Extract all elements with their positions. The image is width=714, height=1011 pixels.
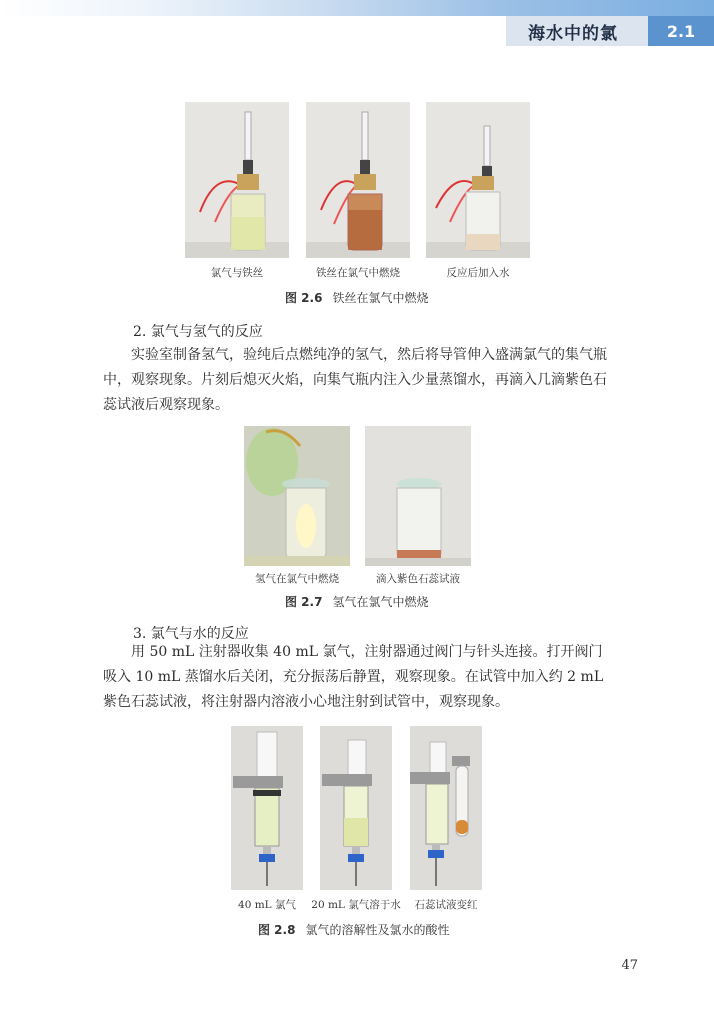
section-title: 海水中的氯 [506, 16, 648, 46]
section3-heading: 3. 氯气与水的反应 [133, 626, 249, 642]
photo-litmus-turns-red [410, 726, 482, 890]
fig27-caption-1: 氢气在氯气中燃烧 [255, 573, 339, 585]
fig28-caption-1: 40 mL 氯气 [238, 899, 296, 911]
fig28-caption-2: 20 mL 氯气溶于水 [311, 899, 401, 911]
fig26-caption-2: 铁丝在氯气中燃烧 [316, 267, 400, 279]
section3-paragraph: 用 50 mL 注射器收集 40 mL 氯气，注射器通过阀门与针头连接。打开阀门吸入 10 mL 蒸馏水后关闭，充分振荡后静置，观察现象。在试管中加入约 2 mL 紫色石蕊试液，将注射器内溶液小心地注射到试管中，观察现象。 [103, 644, 604, 710]
fig27-title [285, 593, 428, 610]
fig26-title [285, 289, 428, 306]
photo-syringe-40ml-chlorine [231, 726, 303, 890]
photo-chlorine-dissolved-in-water [320, 726, 392, 890]
fig27-title-text: 氢气在氯气中燃烧 [332, 595, 429, 609]
section-number: 2.1 [648, 16, 714, 46]
fig26-caption-1: 氯气与铁丝 [210, 267, 264, 279]
photo-water-added-after-reaction [426, 102, 530, 258]
page-number: 47 [621, 958, 638, 973]
fig26-caption-3: 反应后加入水 [446, 267, 510, 279]
fig28-title [258, 921, 449, 938]
fig26-title-text: 铁丝在氯气中燃烧 [332, 291, 429, 305]
fig28-caption-3: 石蕊试液变红 [414, 899, 478, 911]
photo-hydrogen-burning-in-chlorine [244, 426, 350, 566]
fig27-number: 图 2.7 [285, 595, 323, 609]
photo-iron-burning-in-chlorine [306, 102, 410, 258]
photo-chlorine-iron-wire [185, 102, 289, 258]
chapter-header [506, 16, 714, 46]
fig26-number: 图 2.6 [285, 291, 323, 305]
section2-paragraph: 实验室制备氢气，验纯后点燃纯净的氢气，然后将导管伸入盛满氯气的集气瓶中，观察现象。片刻后熄灭火焰，向集气瓶内注入少量蒸馏水，再滴入几滴紫色石蕊试液后观察现象。 [103, 347, 607, 413]
fig28-title-text: 氯气的溶解性及氯水的酸性 [305, 923, 450, 937]
section2-heading: 2. 氯气与氢气的反应 [133, 324, 263, 340]
fig28-number: 图 2.8 [258, 923, 296, 937]
header-gradient-band [0, 0, 714, 16]
photo-litmus-added [365, 426, 471, 566]
fig27-caption-2: 滴入紫色石蕊试液 [376, 573, 460, 585]
